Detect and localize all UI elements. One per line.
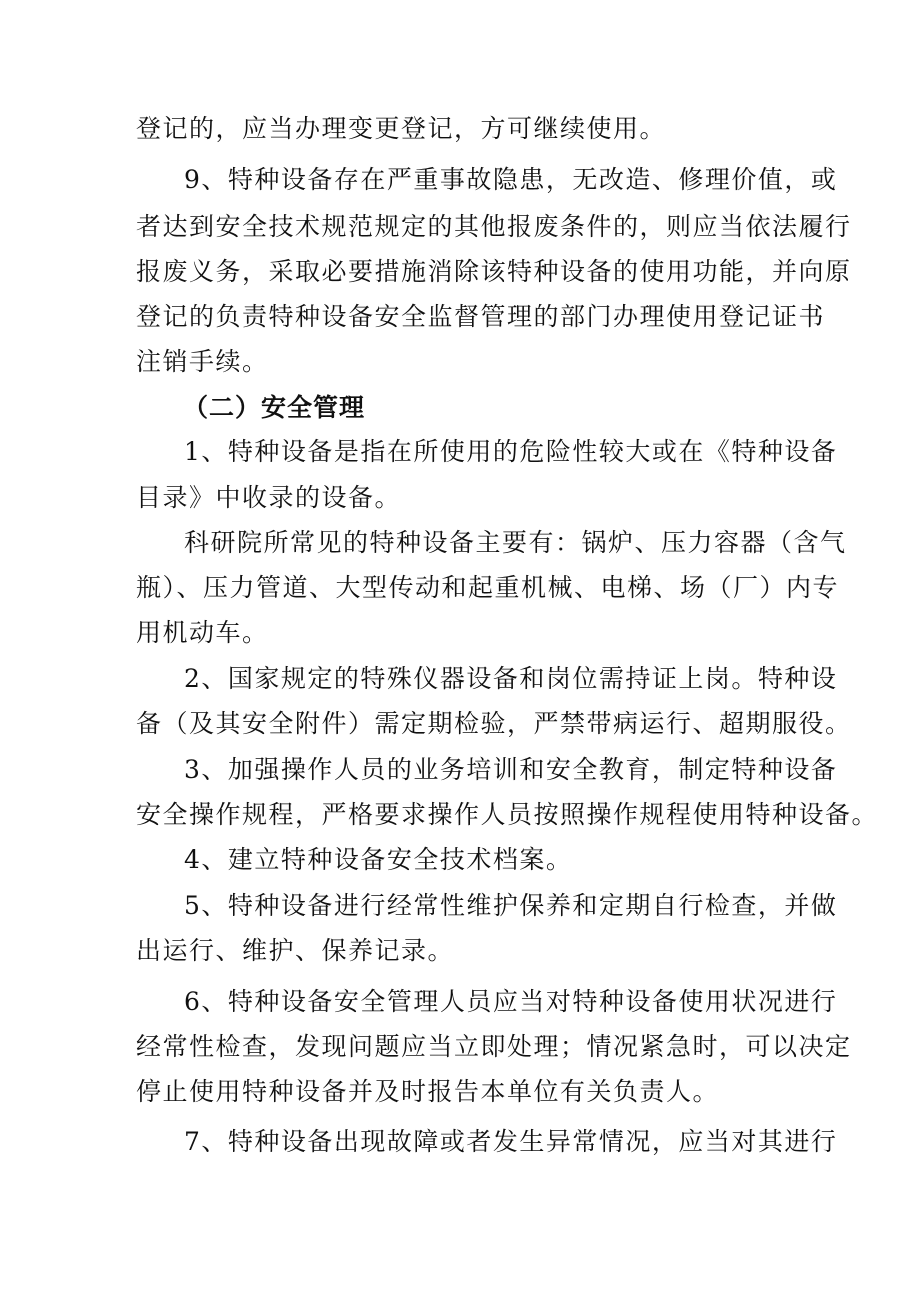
text-line: 瓶）、压力管道、大型传动和起重机械、电梯、场（厂）内专: [136, 573, 840, 602]
text-line: 9、特种设备存在严重事故隐患，无改造、修理价值，或: [184, 165, 838, 194]
text-line: 5、特种设备进行经常性维护保养和定期自行检查，并做: [184, 891, 838, 920]
text-line: 目录》中收录的设备。: [136, 483, 402, 512]
text-line: 注销手续。: [136, 347, 269, 376]
text-line: 1、特种设备是指在所使用的危险性较大或在《特种设备: [184, 437, 838, 466]
text-line: 报废义务，采取必要措施消除该特种设备的使用功能，并向原: [136, 257, 852, 286]
text-line: 停止使用特种设备并及时报告本单位有关负责人。: [136, 1077, 720, 1106]
text-line: 登记的，应当办理变更登记，方可继续使用。: [136, 114, 667, 143]
text-line: 经常性检查，发现问题应当立即处理；情况紧急时，可以决定: [136, 1032, 852, 1061]
text-line: 备（及其安全附件）需定期检验，严禁带病运行、超期服役。: [136, 709, 852, 738]
section-heading: （二）安全管理: [183, 393, 366, 422]
text-line: 用机动车。: [136, 618, 269, 647]
text-line: 2、国家规定的特殊仪器设备和岗位需持证上岗。特种设: [184, 664, 838, 693]
text-line: 7、特种设备出现故障或者发生异常情况，应当对其进行: [184, 1127, 838, 1156]
text-line: 登记的负责特种设备安全监督管理的部门办理使用登记证书: [136, 302, 826, 331]
text-line: 4、建立特种设备安全技术档案。: [184, 845, 573, 874]
text-line: 出运行、维护、保养记录。: [136, 936, 455, 965]
text-line: 科研院所常见的特种设备主要有：锅炉、压力容器（含气: [184, 528, 847, 557]
text-line: 3、加强操作人员的业务培训和安全教育，制定特种设备: [184, 755, 838, 784]
text-line: 安全操作规程，严格要求操作人员按照操作规程使用特种设备。: [136, 800, 879, 829]
text-line: 者达到安全技术规范规定的其他报废条件的，则应当依法履行: [136, 212, 852, 241]
text-line: 6、特种设备安全管理人员应当对特种设备使用状况进行: [184, 987, 838, 1016]
